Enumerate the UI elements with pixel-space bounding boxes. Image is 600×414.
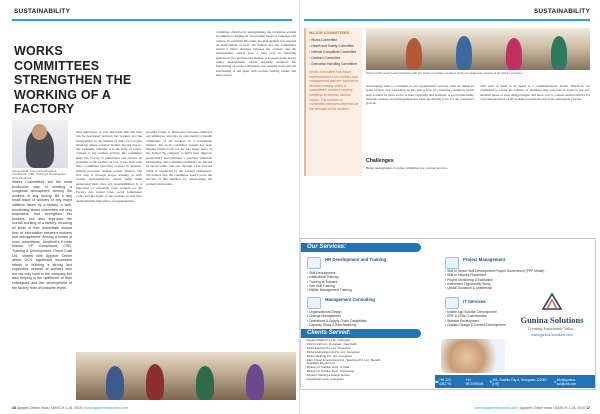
felicitation-photo [76, 352, 296, 400]
person-face [32, 124, 47, 140]
project-icon [445, 257, 459, 269]
section-label: SUSTAINABILITY [14, 8, 71, 15]
list-item: • Mobile App Solution Development [445, 310, 509, 314]
page-number: 17 [586, 406, 590, 410]
section-label: SUSTAINABILITY [533, 8, 590, 15]
list-item: • Canteen Committee [309, 55, 359, 61]
list-item: • Ministry of Textiles, Govt. of India [305, 366, 433, 370]
training-photo [366, 28, 590, 70]
list-item: • Orient Craft Ltd., Gurugram, New Delhi [305, 343, 433, 347]
group-figure [106, 366, 124, 400]
group-figure [406, 38, 422, 70]
issue-date: MARCH 1-15, 2019 [554, 406, 586, 410]
service-title: IT Services [463, 299, 486, 304]
list-item: • Ram Chong Employment Ltd., Teaching Pvt. Ltd., Benefit [305, 359, 433, 363]
group-figure [506, 38, 522, 70]
list-item: • Gokaldas Exports Ltd. [305, 362, 433, 366]
list-item: • Change Management [307, 314, 427, 318]
list-item: • Matrix Clothing Pvt. Ltd., Gurugram [305, 355, 433, 359]
list-item: • Aravali Garments, Gurugram [305, 378, 433, 382]
page-number: 16 [12, 406, 16, 410]
list-item: • Skill Development [307, 271, 407, 275]
address: 201, Sushila City A, Gurugram-122001 (HR) [492, 377, 547, 386]
clients-bar: Clients Served: [301, 329, 421, 338]
list-item: • Graphic Design & Content Development [445, 323, 509, 327]
list-item: • Capacity Study & Benchmarking [307, 323, 427, 327]
executive-portrait [12, 120, 68, 168]
service-list [445, 269, 595, 290]
committee-list [309, 37, 359, 67]
service-title: HR Development and Training [325, 257, 387, 262]
challenges-heading: Challenges [366, 158, 394, 164]
training-icon [307, 257, 321, 269]
list-item: • Website Development [445, 319, 509, 323]
list-item: • Ministry of Textiles, Govt. Technology [305, 370, 433, 374]
magazine-name: Apparel Online India [519, 406, 552, 410]
list-item: • Richa Global Exports Pvt. Ltd., Gurugram [305, 351, 433, 355]
right-column-1: encouraging them to contribute to the organisation's success, with an enhanced sense of their own well-being. In OC, this is how we create the conditions which help workers be more aware of their capability and potential. A good relationship between workers and management has been the driving force for the company's growth. [366, 84, 474, 106]
list-item: • Middle Management Training [307, 288, 407, 292]
list-item: • Institutional Training [307, 275, 407, 279]
handshake-image [441, 339, 505, 373]
brand-block [509, 291, 595, 337]
portrait-caption: Ameya Dutta, Group Vice President, Compliance, CSR, Training & Development, Orient Craft Ltd. [12, 169, 67, 180]
client-list [305, 339, 433, 382]
service-title: Project Management [463, 257, 506, 262]
list-item: • Soft Skill Training [307, 284, 407, 288]
list-item: • Training of Trainers [307, 280, 407, 284]
list-item: • Works Committee [309, 37, 359, 43]
list-item: • Health and Safety Committee [309, 43, 359, 49]
it-services-icon [445, 297, 459, 309]
mobile-number: +91 9810790004 [465, 377, 484, 386]
group-figure [146, 364, 164, 400]
service-list [307, 271, 407, 292]
service-list [445, 310, 509, 327]
list-item: • Grievance Handling Committee [309, 61, 359, 67]
phone-icon: ☎ [435, 379, 439, 384]
sidebar-title: MAJOR COMMITTEES [309, 31, 350, 35]
contact-strip [435, 375, 595, 388]
brand-website-link[interactable]: www.gunina-solutions.com [531, 333, 573, 337]
left-footer: 16 Apparel Online India | MARCH 1-15, 2019 | www.apparelresources.com [12, 406, 128, 410]
mail-icon: ✉ [554, 379, 557, 384]
list-item: • Internal Complaints Committee [309, 49, 359, 55]
magazine-name: Apparel Online India [16, 406, 49, 410]
list-item: • ERP & CRM Customization [445, 314, 509, 318]
location-icon: ⚑ [489, 379, 493, 384]
intro-text: Works Committees are the most productive way of creating a congenial atmosphere among the workers of any factory. Be it any small issue of workers or any major initiative taken by a factory, a well-functioning works committee not only empowers and strengthen the workers, but also improves the overall working of a factory, ensuring all kinds of free, immediate mutual flow of information between workers and management. Among a series of such committees, Anubhuti's Kumar Manav, VP, Compliance, CSR, Training & Development, Orient Craft Ltd., shares with Apparel Online about OC's significant successful efforts in building a strong and supportive network of workers who are not only loyal to the company but also helping in the upliftment of their colleagues and the development of the factory from all possible levels. [12, 180, 72, 290]
group-figure [196, 366, 214, 400]
group-figure [246, 364, 264, 400]
list-item: • Skill to Sector Skill Development Project Government (PPP Model) [445, 269, 595, 273]
body-column-4: committee effective by strengthening the workplace system in addition to helping in overcoming issues of language and culture. To establish this team, the management has ensured an environment of trust. We believe that the committees ensure a better dialogue between the workers and the management, which goes a long way in resolving grievances in a professional manner. A focused group led by senior management, which regularly monitors the functioning of works committees, has resulted in the smooth functioning of the plant with workers feeling valued and empowered. [216, 30, 296, 77]
issue-date: MARCH 1-15, 2019 [51, 406, 82, 410]
brand-tagline: Creating Sustainable Value... [527, 326, 577, 331]
list-item: • Apparel Made Pvt. Ltd., Gurugram [305, 339, 433, 343]
body-column-2: their employees. A very important link and trust can be developed between the workers and the management in the manner of daily face-to-face meetings where workers' leaders discuss day-to-day problems. Whether it is the issue of toilets, canteen or any welfare activity, this committee helps the factory to understand and resolve all problems at the earliest. In fact, it has been seen that a committee involving workers in decision-making processes reduces worker attrition. The first step is through proper training of such worker representatives, which helps them understand their roles and responsibilities. It is important to constantly train workers on the Factory Act, labour laws, social compliance codes and the rights of the workers so that they understand the importance of representation. [76, 130, 142, 203]
article-headline: WORKS COMMITTEES STRENGTHEN THE WORKING OF A FACTORY [14, 44, 132, 116]
email-link[interactable]: info@gunina-solutions.com [556, 377, 577, 386]
training-caption: Orient Craft's senior team interacting with the works committee members during an awareness session at the factory premises. [366, 71, 523, 75]
website-link[interactable]: www.apparelresources.com [84, 406, 128, 410]
right-column-2: with each of them to be heard at a communications forum. Therefore, we committed to revise the number of members that everyone is equal in the pre-decision phase of each design budget, and more so it is a much-needed activity for a fair interpretation of all workplace decisions and of the subsequent process. [480, 84, 590, 101]
list-item: • Shahi Exports Pvt. Ltd., Gurugram [305, 347, 433, 351]
list-item: • Operations & Supply Chain Capabilities [307, 319, 427, 323]
section-rule [304, 19, 590, 21]
service-list [307, 310, 427, 327]
list-item: • Organizational Design [307, 310, 427, 314]
committees-sidebar [304, 28, 362, 176]
list-item: • Apparel Training & Design Centre [305, 374, 433, 378]
list-item: • Investment Opportunity Study [445, 282, 595, 286]
body-column-3: possible forum of interaction between employer and employee, and also an opportunity to handle complaints of all workers in a transparent manner. The work committee system has been helping Orient Craft for the last many years. It has helped the company to build trust, improve productivity and maintain a peaceful industrial relationship. The committee members are elected by secret ballot, and also through a fair process which is conducted by the workers themselves. We believe that the committee would prove the success of this initiative by transforming the workers into leaders. [146, 130, 212, 186]
right-footer: www.apparelresources.com | Apparel Online India | MARCH 1-15, 2019 17 [474, 406, 590, 410]
right-column-1b: Better management of works committee is a constant process. [366, 166, 448, 170]
sidebar-note: Works committee has equal representation from workers and management and are involved in decision making which is committees' conduct monthly meetings to discuss various issues. The number of committee members depends on the strength of the workers. [309, 70, 359, 111]
list-item: • Upskill Guidance & Leadership [445, 286, 595, 290]
list-item: • Project Monitoring & Evaluation [445, 278, 595, 282]
gunina-logo-icon [539, 291, 565, 313]
services-bar: Our Services: [301, 243, 421, 252]
phone-number: +91 124 - 4252791 [438, 377, 453, 386]
service-title: Management Consulting [325, 297, 375, 302]
group-figure [551, 36, 567, 70]
section-rule [12, 19, 292, 21]
website-link[interactable]: www.apparelresources.com [474, 406, 518, 410]
group-figure [456, 36, 472, 70]
list-item: • Skill to Industry Placement [445, 273, 595, 277]
brand-name: Gunina Solutions [520, 315, 584, 325]
gunina-advertisement [300, 238, 596, 390]
consulting-icon [307, 297, 321, 309]
